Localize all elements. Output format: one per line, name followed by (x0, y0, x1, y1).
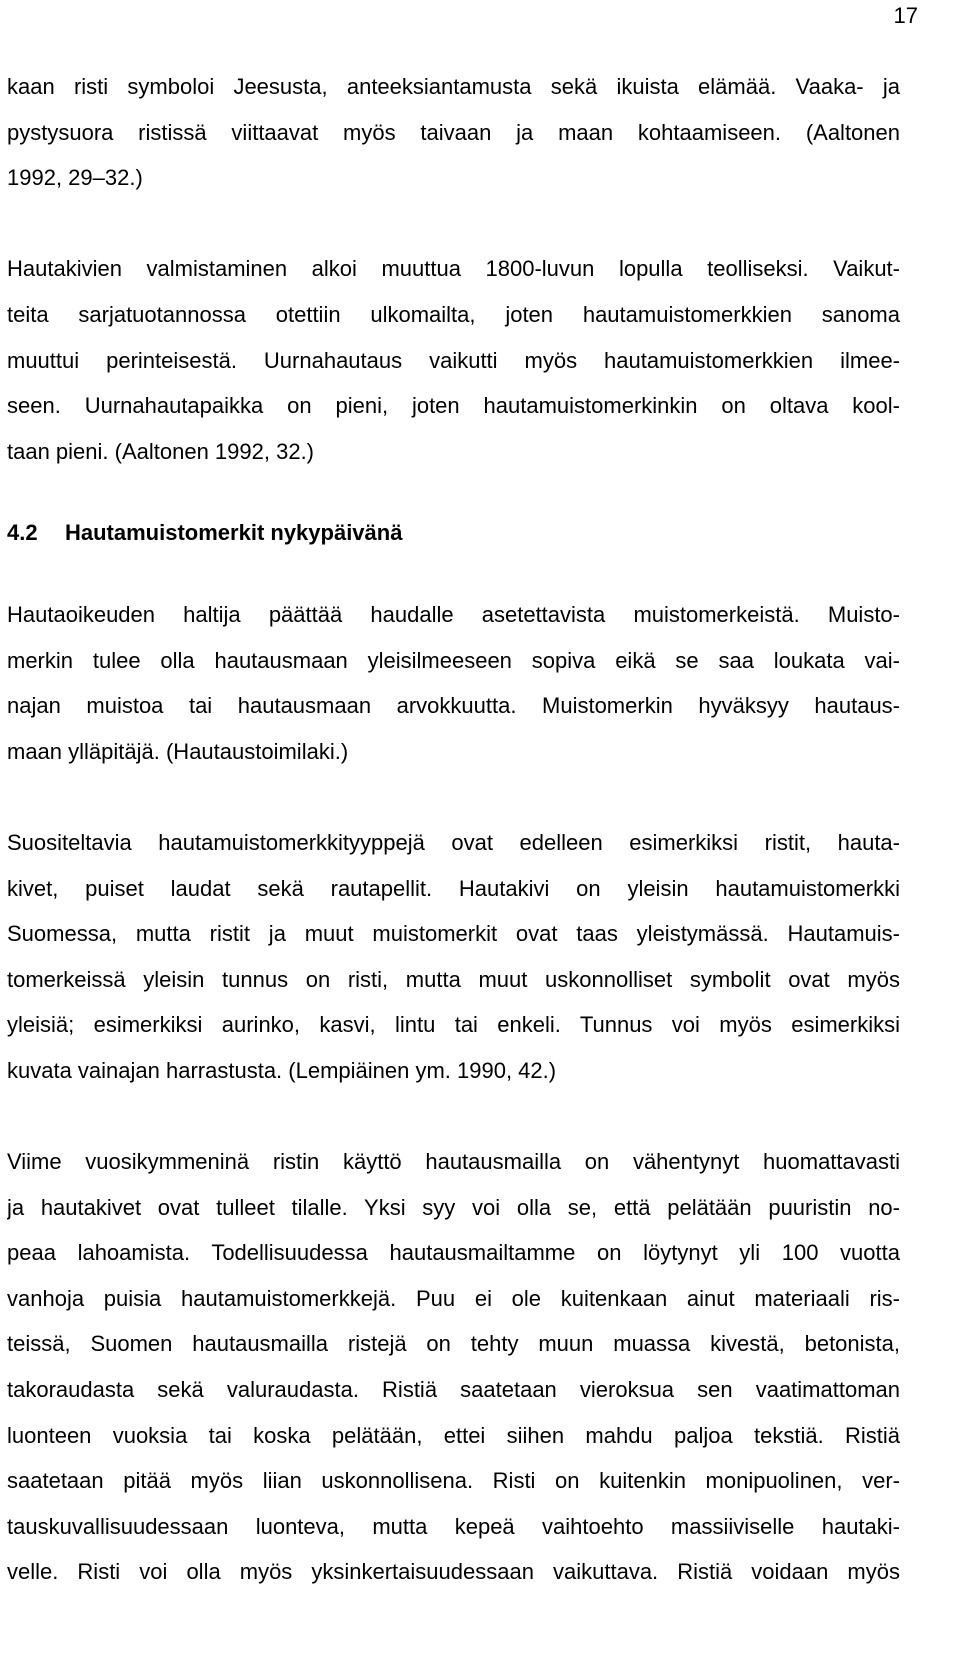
section-number: 4.2 (7, 520, 38, 546)
text-line: takoraudasta sekä valuraudasta. Ristiä saatetaan vieroksua sen vaatimattoman (7, 1377, 900, 1403)
document-body (7, 64, 900, 1595)
text-line: yleisiä; esimerkiksi aurinko, kasvi, lintu tai enkeli. Tunnus voi myös esimerkiksi (7, 1012, 900, 1038)
text-line: kaan risti symboloi Jeesusta, anteeksiantamusta sekä ikuista elämää. Vaaka- ja (7, 74, 900, 99)
paragraph-spacer (7, 1093, 900, 1139)
text-line: luonteen vuoksia tai koska pelätään, ettei siihen mahdu paljoa tekstiä. Ristiä (7, 1422, 900, 1448)
text-line: Suositeltavia hautamuistomerkkityyppejä ovat edelleen esimerkiksi ristit, hauta- (7, 829, 900, 855)
text-line: merkin tulee olla hautausmaan yleisilmeeseen sopiva eikä se saa loukata vai- (7, 647, 900, 673)
text-line: tomerkeissä yleisin tunnus on risti, mutta muut uskonnolliset symbolit ovat myös (7, 966, 900, 992)
page-number: 17 (893, 3, 918, 28)
text-line: vanhoja puisia hautamuistomerkkejä. Puu ei ole kuitenkaan ainut materiaali ris- (7, 1285, 900, 1311)
paragraph (7, 64, 900, 201)
text-line: seen. Uurnahautapaikka on pieni, joten hautamuistomerkinkin on oltava kool- (7, 393, 900, 419)
paragraph-spacer (7, 774, 900, 820)
section-title: Hautamuistomerkit nykypäivänä (65, 520, 403, 546)
text-line: pystysuora ristissä viittaavat myös taivaan ja maan kohtaamiseen. (Aaltonen (7, 119, 900, 145)
section-heading (7, 510, 900, 556)
text-line: Hautaoikeuden haltija päättää haudalle asetettavista muistomerkeistä. Muisto- (7, 601, 900, 627)
paragraph (7, 246, 900, 474)
text-line: kuvata vainajan harrastusta. (Lempiäinen ym. 1990, 42.) (7, 1057, 557, 1083)
text-line: 1992, 29–32.) (7, 165, 143, 191)
text-line: muuttui perinteisestä. Uurnahautaus vaikutti myös hautamuistomerkkien ilmee- (7, 347, 900, 373)
text-line: maan ylläpitäjä. (Hautaustoimilaki.) (7, 738, 349, 764)
text-line: velle. Risti voi olla myös yksinkertaisuudessaan vaikuttava. Ristiä voidaan myös (7, 1559, 900, 1585)
heading-spacer (7, 474, 900, 510)
paragraph (7, 592, 900, 774)
paragraph (7, 1139, 900, 1595)
text-line: najan muistoa tai hautausmaan arvokkuutta. Muistomerkin hyväksyy hautaus- (7, 693, 900, 719)
text-line: Suomessa, mutta ristit ja muut muistomerkit ovat taas yleistymässä. Hautamuis- (7, 921, 900, 947)
text-line: kivet, puiset laudat sekä rautapellit. Hautakivi on yleisin hautamuistomerkki (7, 875, 900, 901)
text-line: ja hautakivet ovat tulleet tilalle. Yksi syy voi olla se, että pelätään puuristin no- (7, 1194, 900, 1220)
text-line: teita sarjatuotannossa otettiin ulkomailta, joten hautamuistomerkkien sanoma (7, 301, 900, 327)
heading-spacer (7, 556, 900, 592)
text-line: teissä, Suomen hautausmailla ristejä on tehty muun muassa kivestä, betonista, (7, 1331, 900, 1357)
text-line: Viime vuosikymmeninä ristin käyttö hautausmailla on vähentynyt huomattavasti (7, 1149, 900, 1175)
text-line: Hautakivien valmistaminen alkoi muuttua 1800-luvun lopulla teolliseksi. Vaikut- (7, 256, 900, 282)
text-line: saatetaan pitää myös liian uskonnollisena. Risti on kuitenkin monipuolinen, ver- (7, 1468, 900, 1494)
paragraph (7, 820, 900, 1094)
text-line: tauskuvallisuudessaan luonteva, mutta kepeä vaihtoehto massiiviselle hautaki- (7, 1513, 900, 1539)
text-line: peaa lahoamista. Todellisuudessa hautausmailtamme on löytynyt yli 100 vuotta (7, 1240, 900, 1266)
text-line: taan pieni. (Aaltonen 1992, 32.) (7, 438, 315, 464)
paragraph-spacer (7, 201, 900, 247)
